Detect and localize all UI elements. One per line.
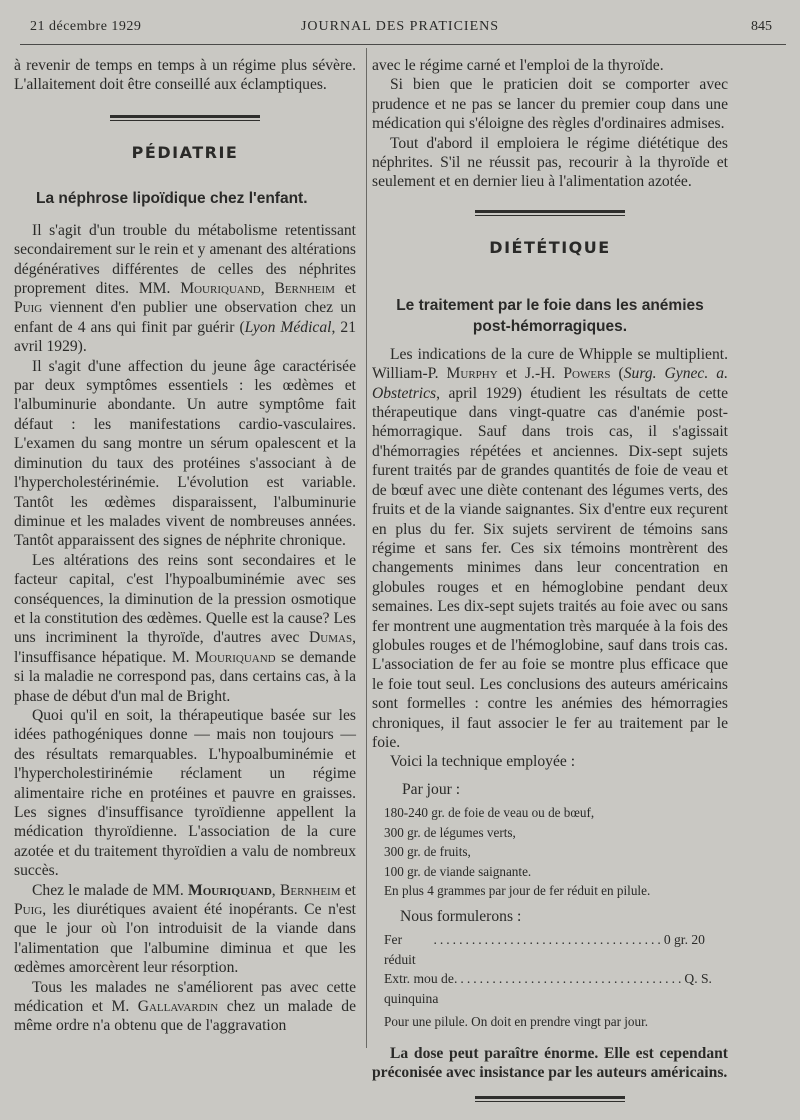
formula-quantity: 0 gr. 20 xyxy=(663,932,705,948)
recipe-item: 300 gr. de fruits, xyxy=(384,844,471,860)
formula-line xyxy=(384,930,714,969)
text-run: Chez le malade de MM. xyxy=(32,881,189,899)
author-name: Mouriquand xyxy=(180,280,261,298)
text-run: et xyxy=(340,881,357,899)
text-run: et xyxy=(334,280,357,298)
article-paragraph xyxy=(14,551,356,706)
author-name: Mouriquand xyxy=(188,881,272,899)
leader-dots: .................................... xyxy=(433,932,664,948)
journal-citation: Lyon Médical xyxy=(244,318,332,336)
section-divider xyxy=(110,115,260,121)
article-paragraph xyxy=(14,978,356,1036)
formula-quantity: Q. S. xyxy=(684,971,712,987)
author-name: Murphy xyxy=(446,365,498,383)
recipe-list xyxy=(384,803,728,901)
author-name: Bernheim xyxy=(274,280,335,298)
text-run: , 21 avril 1929). xyxy=(14,318,357,356)
page-number: 845 xyxy=(751,19,772,34)
recipe-note: En plus 4 grammes par jour de fer réduit en pilule. xyxy=(384,883,651,899)
text-run: se demande si la maladie ne correspond pas, dans certains cas, à la phase de début d'un mal de Bright. xyxy=(14,648,356,705)
article-paragraph xyxy=(14,221,356,357)
author-name: Bernheim xyxy=(279,881,341,899)
closing-paragraph: La dose peut paraître énorme. Elle est cependant préconisée avec insistance par les auteurs américains. xyxy=(372,1044,728,1081)
issue-date: 21 décembre 1929 xyxy=(30,19,142,34)
recipe-item: 300 gr. de légumes verts, xyxy=(384,824,516,840)
leader-dots: .................................... xyxy=(454,971,685,987)
article-title-foie-line1: Le traitement par le foie dans les anémies xyxy=(396,296,704,314)
text-run: ( xyxy=(610,365,624,383)
text-run: Il s'agit d'un trouble du métabolisme retentissant secondairement sur le rein et y amenant des altérations dégénératives différentes de celles des néphrites proprement dites. MM. xyxy=(14,221,356,298)
recipe-heading: Par jour : xyxy=(402,780,461,798)
article-title-foie-line2: post-hémorragiques. xyxy=(472,317,628,335)
journal-citation: Surg. Gynec. a. Obstetrics xyxy=(372,365,728,402)
running-head xyxy=(0,19,800,41)
formula-heading: Nous formulerons : xyxy=(400,907,522,925)
article-paragraph xyxy=(372,345,728,753)
section-divider xyxy=(475,210,625,216)
text-run: , xyxy=(271,881,280,899)
journal-title: JOURNAL DES PRATICIENS xyxy=(300,19,500,34)
text-run: et J.-H. xyxy=(497,365,564,383)
formula-ingredient: Extr. mou de quinquina xyxy=(384,971,454,1006)
text-run: Les indications de la cure de Whipple se multiplient. William-P. xyxy=(372,345,728,383)
formula-line xyxy=(384,969,714,1008)
text-run: , april 1929) étudient les résultats de cette thérapeutique dans vingt-quatre cas d'anémie post-hémorragique. Sauf dans trois cas, il s'agissait d'hémorragies répétées et anciennes. Dix-sept sujets furent traités par de grandes quantités de foie de veau et de bœuf avec une diète contenant des légumes verts, des fruits et de la viande saignantes. Six d'entre eux reçurent en plus du fer. Six sujets servirent de témoins sans régime et sans fer. Ces six témoins montrèrent des changements minimes dans leur concentration en globules rouges et en hémoglobine pendant deux semaines. Les dix-sept sujets traités au foie avec ou sans fer montrent une augmentation très marquée à la fois des globules rouges et de l'hémoglobine, sauf dans trois cas. L'association de fer au foie se montre plus efficace que le foie tout seul. Les conclusions des auteurs américains sont formelles : contre les anémies des hémorragies chroniques, il faut associer le fer au traitement par le foie. xyxy=(372,384,728,751)
left-column xyxy=(14,56,356,1036)
text-run: , xyxy=(260,280,275,298)
recipe-item: 100 gr. de viande saignante. xyxy=(384,863,532,879)
text-run: , les diurétiques avaient été inopérants. Ce n'est que le jour où l'on introduisit de la viande dans l'alimentation que l'albumine diminua et que les œdèmes amorcèrent leur résorption. xyxy=(14,901,356,977)
column-rule xyxy=(366,48,367,1048)
author-name: Dumas xyxy=(309,629,353,647)
article-paragraph: Tout d'abord il emploiera le régime diététique des néphrites. S'il ne réussit pas, recourir à la thyroïde et seulement et en dernier lieu à l'alimentation azotée. xyxy=(372,134,728,191)
text-run: chez un malade de même ordre n'a obtenu que de l'aggravation xyxy=(14,998,356,1035)
author-name: Gallavardin xyxy=(137,998,219,1016)
right-column xyxy=(372,56,728,1120)
left-continued-paragraph: à revenir de temps en temps à un régime plus sévère. L'allaitement doit être conseillé aux éclamptiques. xyxy=(14,57,356,94)
section-title-pediatrie: PÉDIATRIE xyxy=(131,142,239,162)
text-run: Les altérations des reins sont secondaires et le facteur capital, c'est l'hypoalbuminémie avec ses conséquences, la diminution de la pression osmotique et la constitution des œdèmes. Quelle est la cause? Les uns incriminent la thyroïde, d'autres avec xyxy=(14,551,356,647)
text-run: viennent d'en publier une observation chez un enfant de 4 ans qui finit par guérir ( xyxy=(14,299,356,336)
article-paragraph: Si bien que le praticien doit se comporter avec prudence et ne pas se lancer du premier coup dans une médication qui s'éloigne des règles d'ordinaires admises. xyxy=(372,76,728,133)
text-run: Tous les malades ne s'améliorent pas avec cette médication et M. xyxy=(14,978,356,1016)
article-title-nephrose: La néphrose lipoïdique chez l'enfant. xyxy=(36,189,308,207)
article-paragraph xyxy=(14,881,356,978)
text-run: , l'insuffisance hépatique. M. xyxy=(14,629,356,666)
author-name: Mouriquand xyxy=(195,648,276,666)
article-paragraph: Quoi qu'il en soit, la thérapeutique basée sur les idées pathogéniques donne — mais non toujours — des résultats remarquables. L'hypoalbuminémie et l'hypercholestirinémie réclament un régime alimentaire riche en protéines et pauvre en graisses. Les signes d'insuffisance tyroïdienne appellent la médication thyroïdienne. L'association de la cure azotée et du traitement thyroïdien a valu de nombreux succès. xyxy=(14,706,356,880)
header-rule xyxy=(20,44,786,45)
formula-ingredient: Fer réduit xyxy=(384,932,416,967)
author-name: Puig xyxy=(14,901,43,919)
author-name: Powers xyxy=(563,365,611,383)
section-title-dietetique: DIÉTÉTIQUE xyxy=(489,237,611,257)
recipe-item: 180-240 gr. de foie de veau ou de bœuf, xyxy=(384,805,595,821)
section-divider xyxy=(475,1096,625,1102)
author-name: Puig xyxy=(14,299,43,317)
article-paragraph: Voici la technique employée : xyxy=(390,753,576,771)
formula-instruction: Pour une pilule. On doit en prendre vingt par jour. xyxy=(384,1014,649,1030)
right-continued-paragraph: avec le régime carné et l'emploi de la thyroïde. xyxy=(372,57,664,74)
article-paragraph: Il s'agit d'une affection du jeune âge caractérisée par deux symptômes essentiels : les œdèmes et l'albuminurie abondante. Un autre symptôme fait défaut : les manifestations cardio-vasculaires. L'examen du sang montre un sérum opalescent et la diminution du taux des protéines s'associant à de l'hypercholestérinémie. L'évolution est variable. Tantôt les œdèmes disparaissent, l'albuminurie diminue et les malades vivent de nombreuses années. Tantôt apparaissent des signes de néphrite chronique. xyxy=(14,357,356,550)
